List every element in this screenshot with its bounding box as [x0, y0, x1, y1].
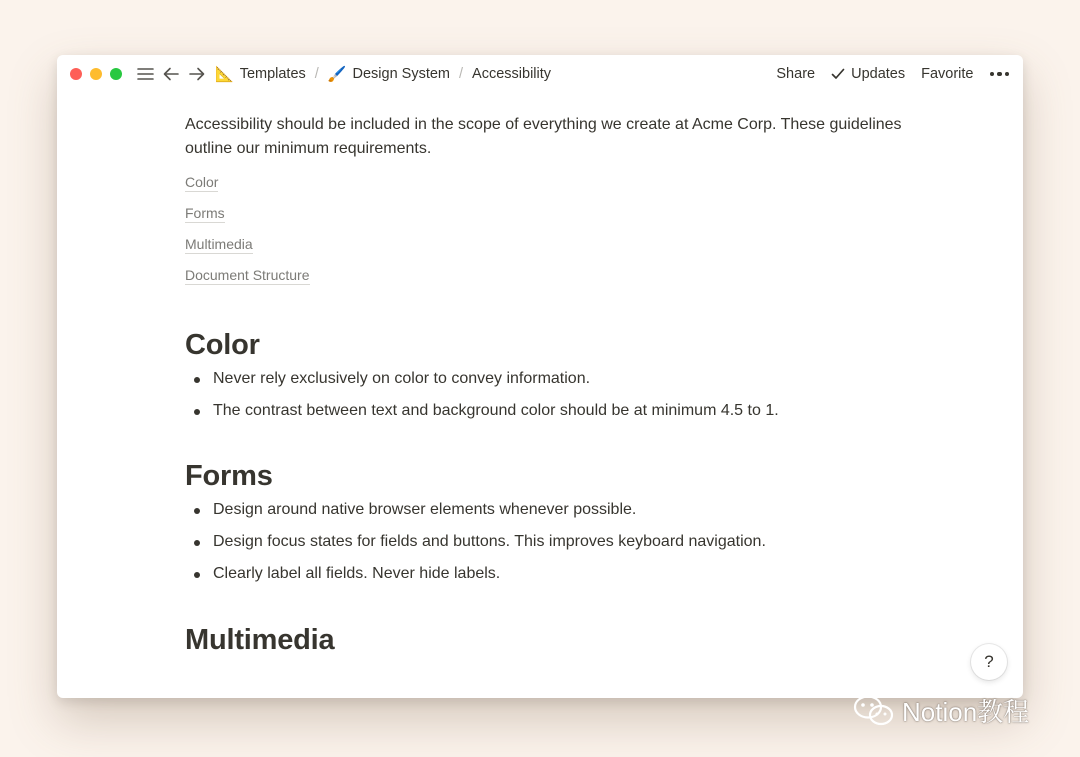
breadcrumb-label: Design System	[352, 66, 451, 82]
sidebar-menu-icon[interactable]	[134, 63, 156, 85]
breadcrumb-separator: /	[314, 66, 319, 82]
toc-link-document-structure[interactable]: Document Structure	[185, 267, 310, 283]
forms-bullet-list	[185, 498, 905, 586]
breadcrumb-item-accessibility[interactable]	[469, 64, 554, 84]
breadcrumb-item-design-system[interactable]	[325, 64, 453, 84]
paintbrush-icon: 🖌️	[327, 65, 347, 83]
toc-link-color[interactable]: Color	[185, 174, 219, 190]
section-heading-multimedia: Multimedia	[185, 624, 335, 656]
more-options-icon[interactable]	[990, 72, 1010, 77]
list-item: The contrast between text and background color should be at minimum 4.5 to 1.	[185, 399, 905, 423]
app-window	[57, 55, 1023, 698]
table-of-contents	[185, 173, 905, 285]
updates-label: Updates	[851, 66, 906, 82]
top-bar	[57, 55, 1023, 93]
wechat-icon	[852, 694, 896, 728]
share-button[interactable]: Share	[776, 66, 816, 82]
breadcrumb	[212, 64, 554, 84]
checkmark-icon	[831, 68, 845, 80]
zoom-window-button[interactable]	[110, 68, 122, 80]
toc-link-multimedia[interactable]: Multimedia	[185, 236, 253, 252]
triangle-ruler-icon: 📐	[215, 65, 234, 83]
breadcrumb-item-templates[interactable]	[212, 64, 309, 84]
list-item: Clearly label all fields. Never hide labels.	[185, 562, 905, 586]
breadcrumb-separator: /	[459, 66, 464, 82]
watermark	[852, 692, 1029, 729]
topbar-actions	[776, 66, 1009, 82]
list-item: Design focus states for fields and buttons. This improves keyboard navigation.	[185, 530, 905, 554]
section-heading-color: Color	[185, 329, 260, 361]
breadcrumb-label: Accessibility	[472, 66, 552, 82]
back-arrow-icon[interactable]	[160, 63, 182, 85]
color-bullet-list	[185, 367, 905, 423]
section-heading-forms: Forms	[185, 460, 273, 492]
window-controls	[70, 68, 122, 80]
page-content	[185, 113, 905, 658]
forward-arrow-icon[interactable]	[186, 63, 208, 85]
watermark-text: Notion教程	[902, 697, 1030, 727]
minimize-window-button[interactable]	[90, 68, 102, 80]
list-item: Never rely exclusively on color to convey information.	[185, 367, 905, 391]
breadcrumb-label: Templates	[239, 66, 306, 82]
toc-link-forms[interactable]: Forms	[185, 205, 225, 221]
favorite-button[interactable]: Favorite	[921, 66, 974, 82]
list-item: Design around native browser elements whenever possible.	[185, 498, 905, 522]
close-window-button[interactable]	[70, 68, 82, 80]
updates-button[interactable]	[831, 66, 905, 82]
intro-paragraph: Accessibility should be included in the scope of everything we create at Acme Corp. These guidelines outline our minimum requirements.	[185, 116, 902, 157]
help-button[interactable]: ?	[971, 644, 1007, 680]
